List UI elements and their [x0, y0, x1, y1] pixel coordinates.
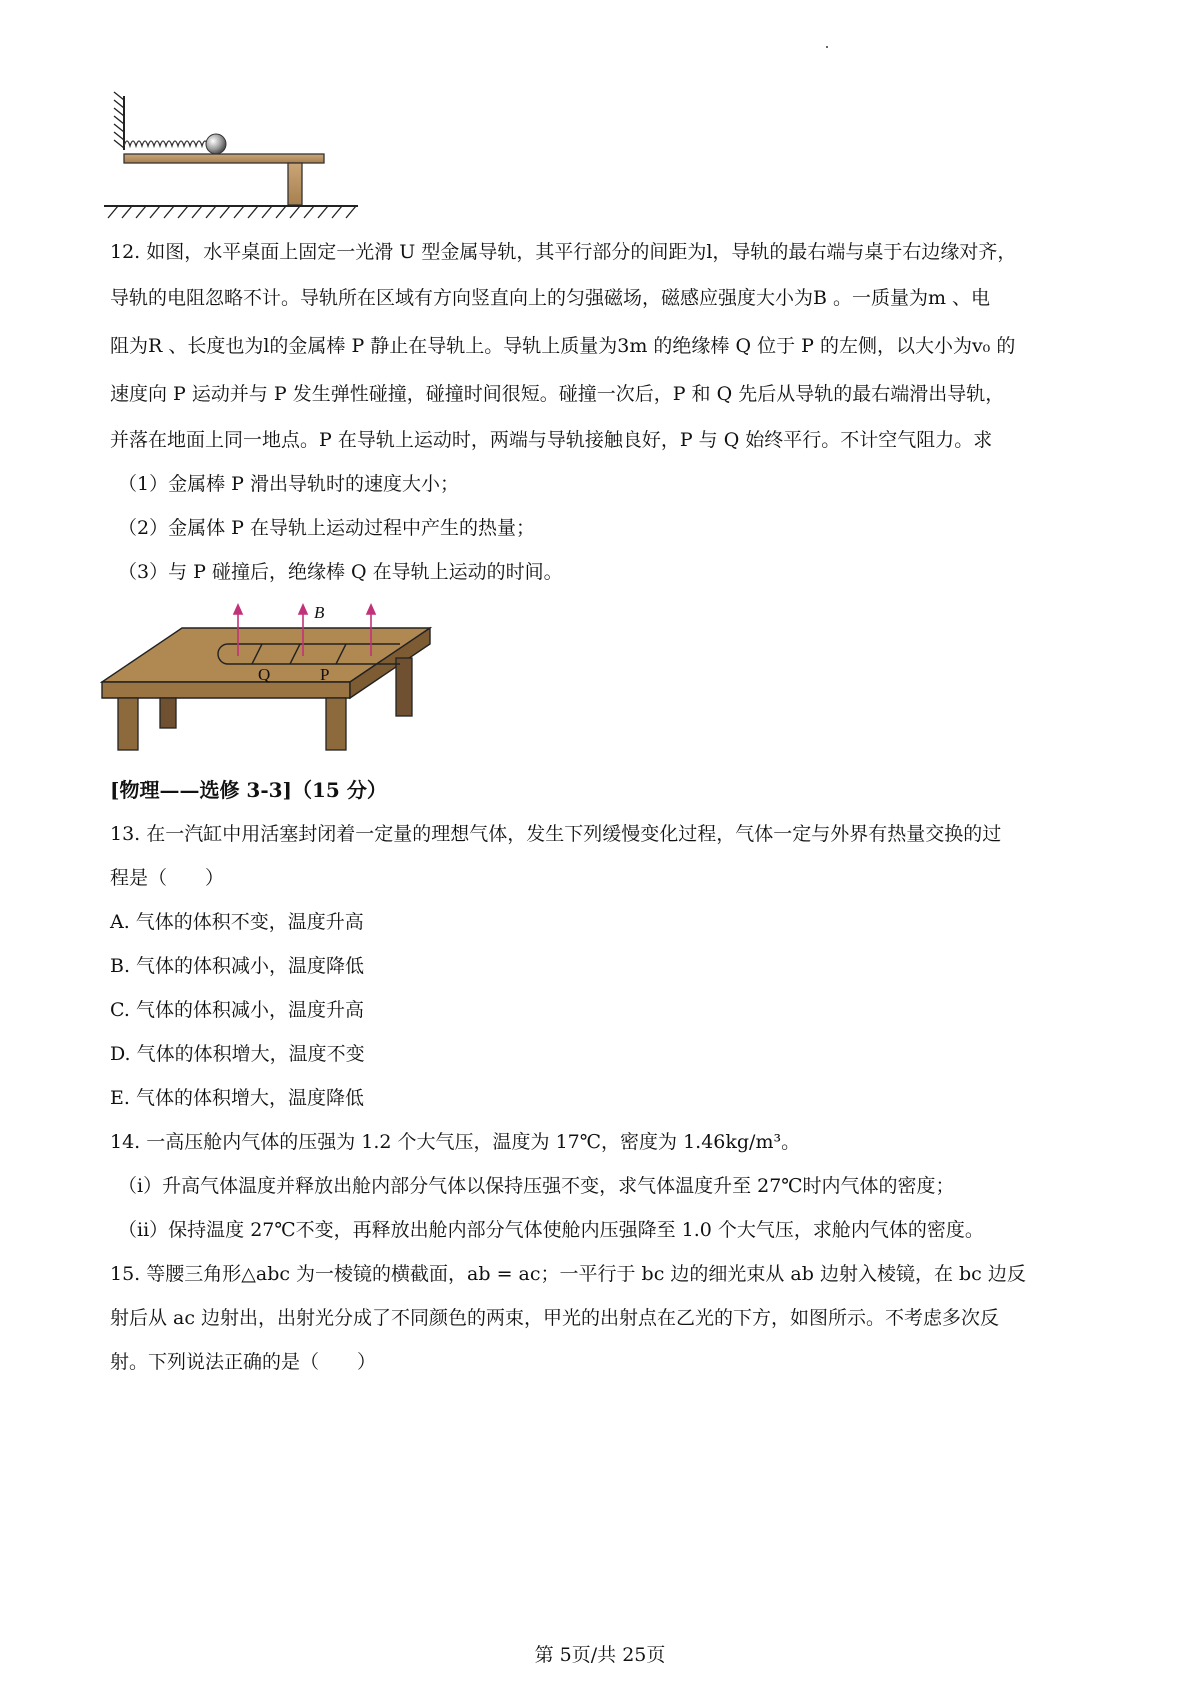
page-footer: 第 5页/共 25页 [534, 1644, 666, 1666]
q14-part-i: （i）升高气体温度并释放出舱内部分气体以保持压强不变，求气体温度升至 27℃时内气体的密度； [118, 1175, 955, 1197]
q12-sub-1: （1）金属棒 P 滑出导轨时的速度大小； [118, 473, 459, 495]
q12-sub-3: （3）与 P 碰撞后，绝缘棒 Q 在导轨上运动的时间。 [118, 561, 563, 583]
field-label-b: B [314, 603, 325, 622]
q12-line-3: 阻为R 、长度也为l的金属棒 P 静止在导轨上。导轨上质量为3m 的绝缘棒 Q 位于 P 的左侧，以大小为v₀ 的 [110, 335, 1016, 357]
q13-option-e: E. 气体的体积增大，温度降低 [110, 1087, 364, 1109]
q12-line-5: 并落在地面上同一地点。P 在导轨上运动时，两端与导轨接触良好，P 与 Q 始终平行。不计空气阻力。求 [110, 429, 993, 451]
section-heading: [物理——选修 3-3]（15 分） [110, 778, 387, 802]
spring-ball-figure [100, 88, 370, 228]
scan-dot [826, 46, 828, 48]
q13-option-b: B. 气体的体积减小，温度降低 [110, 955, 365, 977]
q14-part-ii: （ii）保持温度 27℃不变，再释放出舱内部分气体使舱内压强降至 1.0 个大气压，求舱内气体的密度。 [118, 1219, 984, 1241]
q13-option-d: D. 气体的体积增大，温度不变 [110, 1043, 365, 1065]
q13-line-1: 13. 在一汽缸中用活塞封闭着一定量的理想气体，发生下列缓慢变化过程，气体一定与外界有热量交换的过 [110, 823, 1002, 845]
q14-line-1: 14. 一高压舱内气体的压强为 1.2 个大气压，温度为 17℃，密度为 1.46kg/m³。 [110, 1131, 801, 1153]
q15-line-2: 射后从 ac 边射出，出射光分成了不同颜色的两束，甲光的出射点在乙光的下方，如图所示。不考虑多次反 [110, 1307, 1000, 1329]
q12-line-1: 12. 如图，水平桌面上固定一光滑 U 型金属导轨，其平行部分的间距为l，导轨的最右端与桌于右边缘对齐， [110, 241, 1017, 263]
rod-label-q: Q [258, 665, 271, 684]
q15-line-1: 15. 等腰三角形△abc 为一棱镜的横截面，ab = ac；一平行于 bc 边的细光束从 ab 边射入棱镜，在 bc 边反 [110, 1263, 1026, 1285]
q13-line-2: 程是（ ） [110, 867, 225, 889]
q12-line-4: 速度向 P 运动并与 P 发生弹性碰撞，碰撞时间很短。碰撞一次后，P 和 Q 先后从导轨的最右端滑出导轨， [110, 383, 1005, 405]
rod-label-p: P [320, 665, 330, 684]
q12-line-2: 导轨的电阻忽略不计。导轨所在区域有方向竖直向上的匀强磁场，磁感应强度大小为B 。一质量为m 、电 [110, 287, 991, 309]
table-rail-figure [100, 600, 440, 760]
q13-option-c: C. 气体的体积减小，温度升高 [110, 999, 364, 1021]
q12-sub-2: （2）金属体 P 在导轨上运动过程中产生的热量； [118, 517, 535, 539]
q13-option-a: A. 气体的体积不变，温度升高 [110, 911, 364, 933]
q15-line-3: 射。下列说法正确的是（ ） [110, 1351, 377, 1373]
